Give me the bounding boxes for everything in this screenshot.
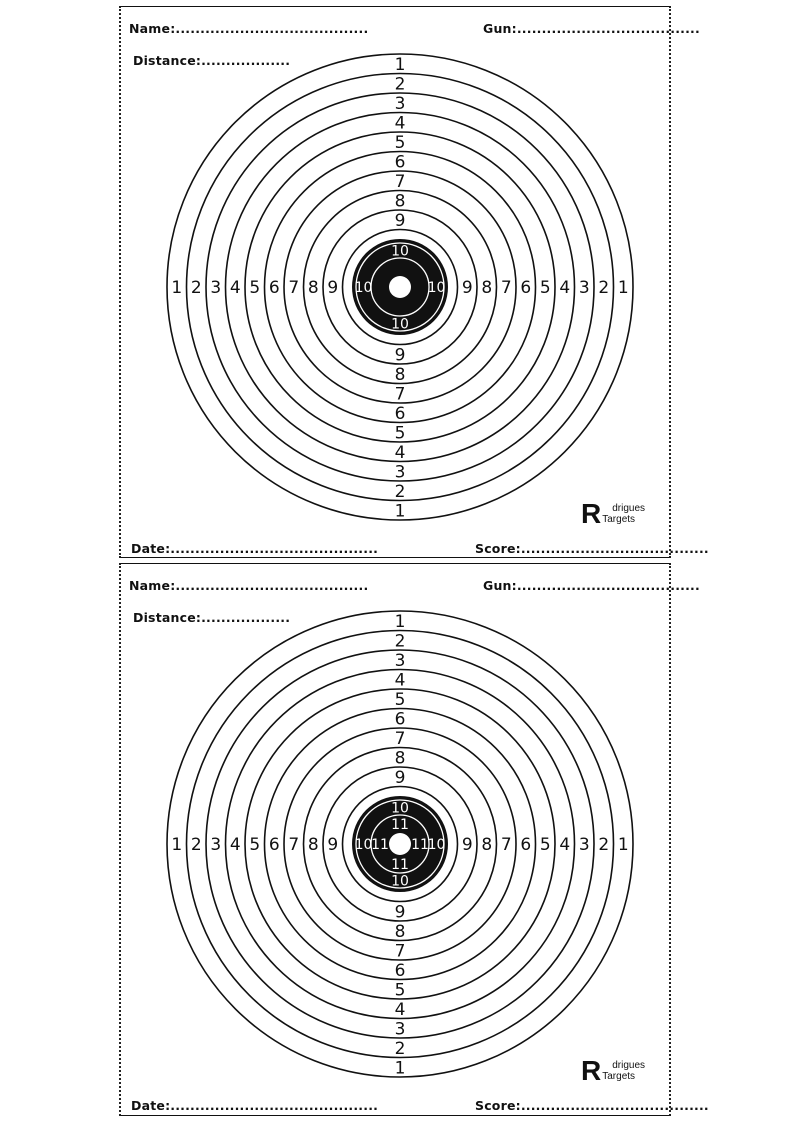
ring-label-10: 10 [354, 280, 373, 296]
gun-field[interactable]: Gun:..................................... [483, 21, 700, 36]
ring-label: 6 [394, 403, 406, 424]
ring-label-11: 11 [411, 837, 429, 853]
target-card-bottom [119, 563, 709, 1116]
ring-label: 2 [394, 1038, 406, 1059]
logo-line1: drigues [612, 1060, 646, 1071]
ring-label: 6 [394, 152, 406, 173]
ring-label: 9 [461, 835, 473, 855]
ring-label: 7 [394, 384, 406, 405]
ring-label: 7 [394, 171, 406, 192]
ring-label: 6 [268, 835, 280, 855]
ring-label: 1 [171, 278, 183, 298]
ring-label: 5 [394, 423, 406, 444]
distance-field[interactable]: Distance:.................. [133, 53, 291, 68]
ring-label: 2 [394, 631, 406, 652]
ring-label: 1 [617, 278, 629, 298]
ring-label-10: 10 [354, 837, 373, 853]
ring-label: 4 [394, 670, 406, 691]
ring-label-10: 10 [391, 316, 409, 333]
logo-line2: Targets [602, 514, 636, 525]
ring-label: 5 [394, 132, 406, 153]
ring-label: 3 [394, 1019, 406, 1040]
center-dot [389, 833, 411, 855]
ring-label: 8 [394, 364, 406, 385]
ring-label: 5 [539, 278, 551, 298]
name-field[interactable]: Name:....................................... [129, 578, 369, 593]
ring-label: 5 [249, 835, 261, 855]
logo-letter: R [581, 1055, 602, 1086]
date-field[interactable]: Date:.......................................... [131, 541, 379, 556]
ring-label-10: 10 [391, 873, 409, 890]
ring-label: 4 [559, 835, 571, 855]
ring-label: 4 [394, 442, 406, 463]
ring-label: 8 [394, 921, 406, 942]
ring-label-10: 10 [391, 243, 409, 260]
ring-label: 8 [481, 835, 493, 855]
logo-letter: R [581, 498, 602, 529]
ring-label: 1 [394, 54, 406, 75]
ring-label: 5 [394, 980, 406, 1001]
ring-label: 8 [481, 278, 493, 298]
ring-label: 8 [394, 748, 406, 769]
ring-label: 9 [327, 278, 339, 298]
ring-label: 2 [598, 278, 610, 298]
ring-label: 3 [394, 93, 406, 114]
ring-label: 4 [394, 113, 406, 134]
ring-label: 1 [171, 835, 183, 855]
ring-label: 7 [394, 941, 406, 962]
ring-label: 3 [394, 650, 406, 671]
ring-label: 3 [394, 462, 406, 483]
ring-label: 7 [288, 835, 300, 855]
center-dot [389, 276, 411, 298]
ring-label: 4 [229, 278, 241, 298]
gun-field[interactable]: Gun:..................................... [483, 578, 700, 593]
ring-label-10: 10 [427, 280, 446, 296]
target-card-top [119, 6, 709, 558]
ring-label: 9 [327, 835, 339, 855]
ring-label: 3 [210, 278, 222, 298]
ring-label: 5 [249, 278, 261, 298]
ring-label: 7 [288, 278, 300, 298]
ring-label: 3 [210, 835, 222, 855]
ring-label-10: 10 [391, 800, 409, 817]
ring-label: 3 [578, 278, 590, 298]
ring-label: 3 [578, 835, 590, 855]
ring-label: 5 [539, 835, 551, 855]
ring-label: 9 [394, 210, 406, 231]
ring-label: 1 [394, 1058, 406, 1079]
ring-label-10: 10 [427, 837, 446, 853]
ring-label: 9 [394, 902, 406, 923]
ring-label: 7 [500, 835, 512, 855]
ring-label-11: 11 [371, 837, 389, 853]
score-field[interactable]: Score:...................................... [475, 541, 709, 556]
ring-label: 9 [461, 278, 473, 298]
ring-label: 6 [268, 278, 280, 298]
ring-label: 2 [598, 835, 610, 855]
ring-label: 4 [394, 999, 406, 1020]
ring-label: 2 [190, 835, 202, 855]
logo-line1: drigues [612, 503, 646, 514]
distance-field[interactable]: Distance:.................. [133, 610, 291, 625]
ring-label: 7 [500, 278, 512, 298]
ring-label: 1 [394, 501, 406, 522]
name-field[interactable]: Name:....................................... [129, 21, 369, 36]
bullseye-target [121, 564, 673, 1116]
ring-label: 8 [394, 191, 406, 212]
ring-label: 8 [307, 278, 319, 298]
ring-label: 2 [394, 481, 406, 502]
date-field[interactable]: Date:.......................................... [131, 1098, 379, 1113]
logo-line2: Targets [602, 1071, 636, 1082]
ring-label: 1 [394, 611, 406, 632]
ring-label: 2 [190, 278, 202, 298]
ring-label: 6 [394, 709, 406, 730]
ring-label: 1 [617, 835, 629, 855]
ring-label: 5 [394, 689, 406, 710]
ring-label-11: 11 [391, 817, 409, 833]
ring-label: 7 [394, 728, 406, 749]
ring-label: 6 [394, 960, 406, 981]
score-field[interactable]: Score:...................................... [475, 1098, 709, 1113]
ring-label: 6 [520, 278, 532, 298]
ring-label-11: 11 [391, 857, 409, 873]
ring-label: 4 [559, 278, 571, 298]
ring-label: 2 [394, 74, 406, 95]
ring-label: 4 [229, 835, 241, 855]
ring-label: 9 [394, 345, 406, 366]
ring-label: 6 [520, 835, 532, 855]
ring-label: 9 [394, 767, 406, 788]
ring-label: 8 [307, 835, 319, 855]
bullseye-target [121, 7, 673, 559]
